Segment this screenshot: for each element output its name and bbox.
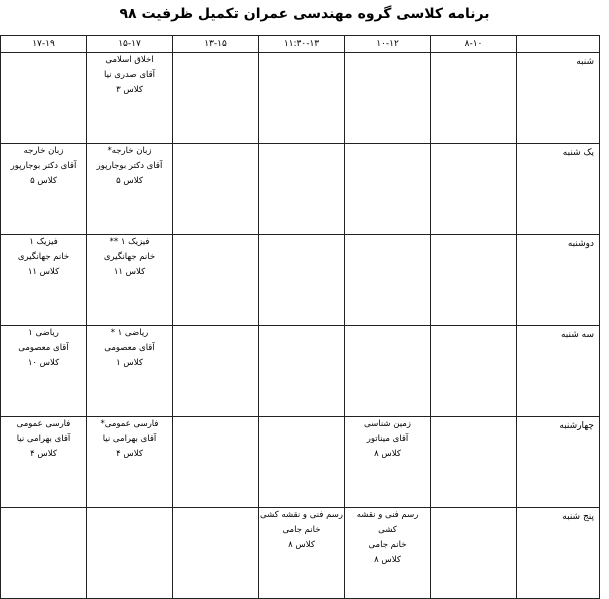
class-entry-line: آقای میناتور [366, 434, 409, 444]
class-entry [87, 326, 172, 371]
day-label: دوشنبه [517, 235, 600, 326]
schedule-cell [87, 144, 173, 235]
schedule-cell [1, 144, 87, 235]
class-entry-line: کلاس ۱ [116, 358, 143, 368]
time-slot-header: ۱۵-۱۷ [87, 36, 173, 53]
class-entry-line: فیزیک ۱ [29, 237, 58, 247]
schedule-cell [87, 508, 173, 599]
schedule-cell [87, 235, 173, 326]
schedule-cell [173, 144, 259, 235]
class-entry [1, 326, 86, 371]
schedule-cell [259, 326, 345, 417]
class-entry [345, 417, 430, 462]
class-entry-line: فارسی عمومی [16, 419, 71, 429]
schedule-cell [259, 235, 345, 326]
class-entry-line: آقای بهرامی نیا [16, 434, 71, 444]
day-label: پنج شنبه [517, 508, 600, 599]
class-entry [87, 144, 172, 189]
page-title: برنامه کلاسی گروه مهندسی عمران تکمیل ظرفیت ۹۸ [119, 6, 490, 22]
schedule-cell [431, 144, 517, 235]
schedule-table [0, 35, 600, 599]
schedule-cell [431, 417, 517, 508]
schedule-cell [1, 326, 87, 417]
schedule-cell [173, 235, 259, 326]
day-label: شنبه [517, 53, 600, 144]
schedule-cell [345, 417, 431, 508]
class-entry-line: کلاس ۸ [374, 449, 401, 459]
class-entry [259, 508, 344, 553]
class-entry-line: رسم فنی و نقشه [356, 510, 419, 520]
day-row [1, 326, 600, 417]
schedule-cell [173, 53, 259, 144]
schedule-cell [1, 235, 87, 326]
class-entry-line: زمین شناسی [364, 419, 411, 429]
schedule-cell [259, 417, 345, 508]
class-entry-line: کلاس ۴ [116, 449, 143, 459]
schedule-cell [345, 53, 431, 144]
class-entry-line: کلاس ۱۱ [27, 267, 60, 277]
schedule-cell [431, 326, 517, 417]
schedule-cell [1, 417, 87, 508]
day-row [1, 508, 600, 599]
day-row [1, 53, 600, 144]
schedule-cell [87, 417, 173, 508]
class-entry-line: آقای بهرامی نیا [102, 434, 157, 444]
class-entry [1, 144, 86, 189]
class-entry-line: خانم جامی [368, 540, 407, 550]
class-entry [87, 417, 172, 462]
class-entry-line: کلاس ۱۰ [27, 358, 60, 368]
schedule-cell [259, 508, 345, 599]
class-entry-line: آقای معصومی [18, 343, 69, 353]
day-label: چهارشنبه [517, 417, 600, 508]
class-entry-line: رسم فنی و نقشه کشی [259, 510, 344, 520]
schedule-cell [431, 53, 517, 144]
class-entry-line: کلاس ۸ [288, 540, 315, 550]
schedule-cell [345, 508, 431, 599]
class-entry-line: آقای معصومی [104, 343, 155, 353]
corner-cell [517, 36, 600, 53]
class-entry-line: زبان خارجه [23, 146, 64, 156]
day-label: سه شنبه [517, 326, 600, 417]
class-entry [87, 235, 172, 280]
schedule-cell [87, 326, 173, 417]
schedule-cell [345, 326, 431, 417]
schedule-cell [259, 53, 345, 144]
class-entry-line: خانم جامی [282, 525, 321, 535]
class-entry-line: ریاضی ۱ * [110, 328, 149, 338]
class-entry-line: کلاس ۵ [116, 176, 143, 186]
schedule-cell [259, 144, 345, 235]
schedule-cell [1, 508, 87, 599]
class-entry-line: اخلاق اسلامی [105, 55, 154, 65]
schedule-cell [173, 508, 259, 599]
time-slot-header: ۱۷-۱۹ [1, 36, 87, 53]
time-slot-header: ۱۳-۱۵ [173, 36, 259, 53]
schedule-cell [345, 144, 431, 235]
time-slot-header: ۱۰-۱۲ [345, 36, 431, 53]
time-slot-header: ۱۱:۳۰-۱۳ [259, 36, 345, 53]
schedule-cell [431, 508, 517, 599]
class-entry [1, 417, 86, 462]
class-entry-line: خانم جهانگیری [103, 252, 156, 262]
class-entry-line: زبان خارجه* [107, 146, 152, 156]
class-entry-line: کلاس ۵ [30, 176, 57, 186]
class-entry-line: کشی [378, 525, 397, 535]
class-entry-line: آقای صدری نیا [103, 70, 156, 80]
day-row [1, 417, 600, 508]
schedule-cell [87, 53, 173, 144]
class-entry-line: آقای دکتر بوجارپور [96, 161, 163, 171]
class-entry [87, 53, 172, 98]
day-label: یک شنبه [517, 144, 600, 235]
time-slot-header: ۸-۱۰ [431, 36, 517, 53]
schedule-cell [1, 53, 87, 144]
class-entry-line: فارسی عمومی* [100, 419, 159, 429]
class-entry-line: کلاس ۸ [374, 555, 401, 565]
class-entry [345, 508, 430, 568]
schedule-cell [431, 235, 517, 326]
day-row [1, 235, 600, 326]
class-entry-line: کلاس ۳ [116, 85, 143, 95]
class-entry [1, 235, 86, 280]
header-row [1, 36, 600, 53]
day-row [1, 144, 600, 235]
class-entry-line: آقای دکتر بوجارپور [10, 161, 77, 171]
class-entry-line: کلاس ۱۱ [113, 267, 146, 277]
class-entry-line: کلاس ۴ [30, 449, 57, 459]
class-entry-line: ریاضی ۱ [28, 328, 59, 338]
schedule-cell [345, 235, 431, 326]
class-entry-line: خانم جهانگیری [17, 252, 70, 262]
class-entry-line: فیزیک ۱ ** [109, 237, 150, 247]
schedule-cell [173, 417, 259, 508]
schedule-cell [173, 326, 259, 417]
